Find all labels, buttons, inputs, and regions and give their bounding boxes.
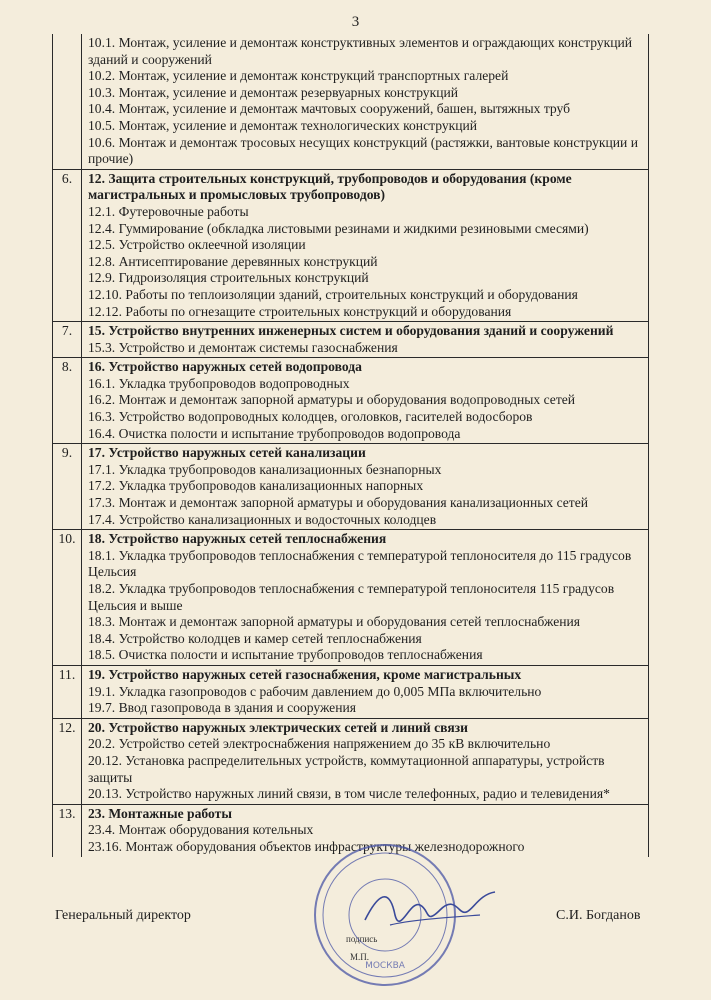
work-item: 18.4. Устройство колодцев и камер сетей теплоснабжения (88, 630, 422, 646)
row-number: 11. (53, 665, 82, 718)
table-row (53, 169, 649, 321)
table-row (53, 444, 649, 530)
row-content (82, 530, 649, 666)
work-item: 12.4. Гуммирование (обкладка листовыми резинами и жидкими резиновыми смесями) (88, 220, 589, 236)
section-heading: 12. Защита строительных конструкций, трубопроводов и оборудования (кроме магистральных и промысловых трубопроводов) (88, 170, 572, 203)
signature-caption: подпись (346, 934, 378, 944)
work-item: 12.1. Футеровочные работы (88, 203, 249, 219)
section-heading: 17. Устройство наружных сетей канализации (88, 445, 366, 461)
row-number: 7. (53, 322, 82, 358)
page-number: 3 (351, 14, 360, 30)
work-item: 12.8. Антисептирование деревянных конструкций (88, 253, 378, 269)
row-number: 13. (53, 804, 82, 856)
work-item: 10.1. Монтаж, усиление и демонтаж конструктивных элементов и ограждающих конструкций зданий и сооружений (88, 35, 633, 67)
work-item: 19.7. Ввод газопровода в здания и сооружения (88, 700, 357, 716)
section-heading: 16. Устройство наружных сетей водопровода (88, 359, 362, 375)
section-heading: 20. Устройство наружных электрических сетей и линий связи (88, 719, 468, 735)
work-item: 12.12. Работы по огнезащите строительных конструкций и оборудования (88, 303, 512, 319)
section-heading: 19. Устройство наружных сетей газоснабжения, кроме магистральных (88, 666, 522, 682)
work-item: 12.10. Работы по теплоизоляции зданий, строительных конструкций и оборудования (88, 286, 578, 302)
work-item: 23.16. Монтаж оборудования объектов инфраструктуры железнодорожного (88, 838, 525, 854)
table-row (53, 322, 649, 358)
section-heading: 15. Устройство внутренних инженерных систем и оборудования зданий и сооружений (88, 323, 614, 339)
row-number: 10. (53, 530, 82, 666)
work-item: 17.3. Монтаж и демонтаж запорной арматуры и оборудования канализационных сетей (88, 495, 589, 511)
work-item: 20.2. Устройство сетей электроснабжения напряжением до 35 кВ включительно (88, 736, 551, 752)
row-content (82, 718, 649, 804)
signature-icon (360, 880, 500, 940)
work-item: 16.2. Монтаж и демонтаж запорной арматуры и оборудования водопроводных сетей (88, 392, 576, 408)
section-heading: 18. Устройство наружных сетей теплоснабжения (88, 531, 387, 547)
work-types-table (52, 34, 649, 857)
table-row (53, 358, 649, 444)
work-item: 18.3. Монтаж и демонтаж запорной арматуры и оборудования сетей теплоснабжения (88, 614, 581, 630)
work-item: 17.1. Укладка трубопроводов канализационных безнапорных (88, 461, 442, 477)
work-item: 20.13. Устройство наружных линий связи, в том числе телефонных, радио и телевидения* (88, 786, 610, 802)
work-item: 16.4. Очистка полости и испытание трубопроводов водопровода (88, 425, 461, 441)
work-item: 15.3. Устройство и демонтаж системы газоснабжения (88, 339, 398, 355)
row-content (82, 169, 649, 321)
row-content (82, 358, 649, 444)
work-item: 16.3. Устройство водопроводных колодцев, оголовков, гасителей водосборов (88, 409, 533, 425)
work-item: 10.2. Монтаж, усиление и демонтаж конструкций транспортных галерей (88, 68, 509, 84)
work-item: 12.9. Гидроизоляция строительных конструкций (88, 270, 369, 286)
row-number: 8. (53, 358, 82, 444)
row-number: 12. (53, 718, 82, 804)
work-item: 23.4. Монтаж оборудования котельных (88, 822, 314, 838)
row-number (53, 34, 82, 169)
work-item: 12.5. Устройство оклеечной изоляции (88, 237, 306, 253)
work-item: 10.6. Монтаж и демонтаж тросовых несущих конструкций (растяжки, вантовые конструкции и прочие) (88, 134, 638, 167)
work-item: 16.1. Укладка трубопроводов водопроводных (88, 375, 350, 391)
row-content (82, 34, 649, 169)
work-item: 17.2. Укладка трубопроводов канализационных напорных (88, 478, 424, 494)
section-heading: 23. Монтажные работы (88, 805, 232, 821)
table-row (53, 665, 649, 718)
work-item: 19.1. Укладка газопроводов с рабочим давлением до 0,005 МПа включительно (88, 683, 542, 699)
signer-position: Генеральный директор (55, 908, 191, 923)
row-number: 6. (53, 169, 82, 321)
work-item: 17.4. Устройство канализационных и водосточных колодцев (88, 511, 437, 527)
row-content (82, 665, 649, 718)
work-item: 10.3. Монтаж, усиление и демонтаж резервуарных конструкций (88, 84, 459, 100)
table-row (53, 530, 649, 666)
stamp-city-text: МОСКВА (365, 961, 405, 971)
stamp-caption: М.П. (350, 952, 370, 962)
work-item: 20.12. Установка распределительных устройств, коммутационной аппаратуры, устройств защиты (88, 752, 605, 785)
row-content (82, 444, 649, 530)
table-body (53, 34, 649, 857)
work-item: 10.5. Монтаж, усиление и демонтаж технологических конструкций (88, 117, 478, 133)
table-row (53, 34, 649, 169)
row-number: 9. (53, 444, 82, 530)
work-item: 18.5. Очистка полости и испытание трубопроводов теплоснабжения (88, 647, 483, 663)
work-item: 18.1. Укладка трубопроводов теплоснабжения с температурой теплоносителя до 115 градусов Цельсия (88, 547, 632, 580)
work-item: 10.4. Монтаж, усиление и демонтаж мачтовых сооружений, башен, вытяжных труб (88, 101, 571, 117)
work-item: 18.2. Укладка трубопроводов теплоснабжения с температурой теплоносителя 115 градусов Цельсия и выше (88, 581, 615, 613)
signer-name: С.И. Богданов (556, 908, 641, 923)
row-content (82, 322, 649, 358)
table-row (53, 718, 649, 804)
